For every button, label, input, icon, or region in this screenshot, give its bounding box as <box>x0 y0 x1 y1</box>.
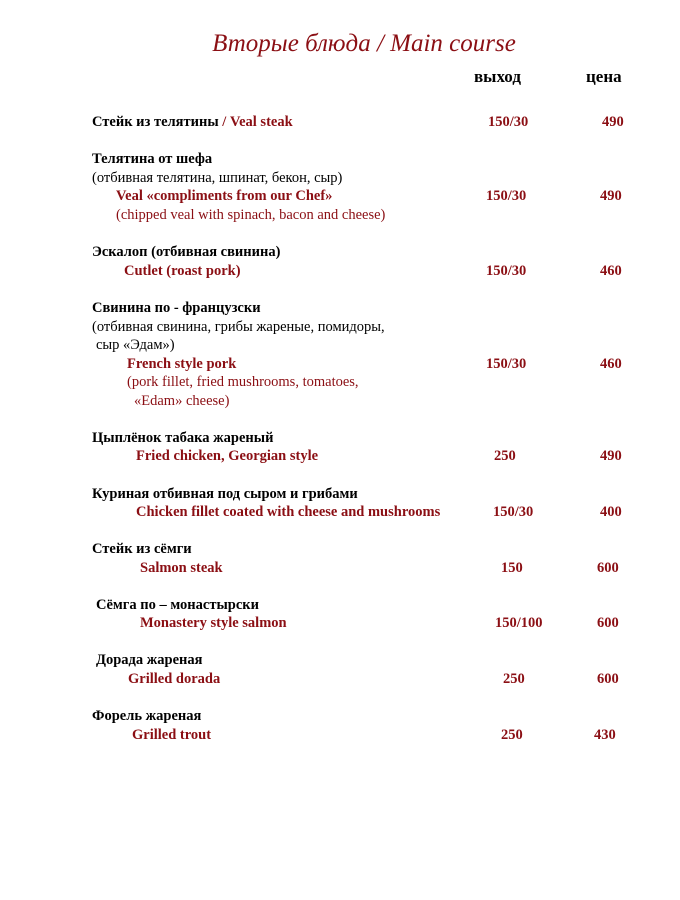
dish-price: 600 <box>597 671 619 687</box>
dish-yield: 250 <box>501 727 523 743</box>
column-header-price: цена <box>586 67 622 86</box>
dish-price: 490 <box>600 188 622 204</box>
menu-item <box>92 113 293 131</box>
dish-name-en: French style pork <box>127 356 237 372</box>
dish-desc-en: (pork fillet, fried mushrooms, tomatoes, <box>127 374 359 390</box>
dish-name-en: Fried chicken, Georgian style <box>136 448 319 464</box>
dish-name-ru: Эскалоп (отбивная свинина) <box>92 244 281 260</box>
dish-name-en: Monastery style salmon <box>140 615 287 631</box>
dish-desc-ru: сыр «Эдам») <box>96 337 175 353</box>
dish-desc-ru: (отбивная телятина, шпинат, бекон, сыр) <box>92 170 343 186</box>
dish-name-ru: Стейк из сёмги <box>92 541 192 557</box>
dish-name-ru: Дорада жареная <box>96 652 203 668</box>
dish-desc-en: (chipped veal with spinach, bacon and cheese) <box>116 207 386 223</box>
name-separator: / <box>218 114 230 130</box>
dish-name-ru: Цыплёнок табака жареный <box>92 430 274 446</box>
dish-price: 600 <box>597 615 619 631</box>
dish-yield: 150/30 <box>493 504 534 520</box>
dish-name-en: Grilled trout <box>132 727 212 743</box>
dish-price: 460 <box>600 263 622 279</box>
dish-name-en: Salmon steak <box>140 560 223 576</box>
column-header-yield: выход <box>474 67 521 86</box>
page-title: Вторые блюда / Main course <box>212 30 516 57</box>
dish-yield: 150/30 <box>486 263 527 279</box>
dish-name-en: Veal steak <box>229 114 293 130</box>
dish-name-en: Chicken fillet coated with cheese and mushrooms <box>136 504 441 520</box>
dish-price: 430 <box>594 727 616 743</box>
dish-desc-en: «Edam» cheese) <box>134 393 230 409</box>
dish-yield: 150/30 <box>488 114 529 130</box>
dish-name-en: Veal «compliments from our Chef» <box>116 188 333 204</box>
dish-price: 600 <box>597 560 619 576</box>
dish-name-ru: Сёмга по – монастырски <box>96 597 259 613</box>
dish-name-ru: Свинина по - французски <box>92 300 261 316</box>
dish-price: 490 <box>602 114 624 130</box>
dish-yield: 250 <box>494 448 516 464</box>
dish-yield: 150/30 <box>486 188 527 204</box>
dish-name-ru: Телятина от шефа <box>92 151 213 167</box>
dish-price: 460 <box>600 356 622 372</box>
dish-yield: 150/100 <box>495 615 543 631</box>
dish-name-ru: Форель жареная <box>92 708 202 724</box>
dish-yield: 150/30 <box>486 356 527 372</box>
dish-price: 400 <box>600 504 622 520</box>
dish-price: 490 <box>600 448 622 464</box>
dish-name-en: Cutlet (roast pork) <box>124 263 241 279</box>
dish-name-en: Grilled dorada <box>128 671 221 687</box>
dish-yield: 250 <box>503 671 525 687</box>
dish-name-ru: Стейк из телятины <box>92 114 219 130</box>
dish-name-ru: Куриная отбивная под сыром и грибами <box>92 486 358 502</box>
dish-desc-ru: (отбивная свинина, грибы жареные, помидоры, <box>92 319 385 335</box>
dish-yield: 150 <box>501 560 523 576</box>
